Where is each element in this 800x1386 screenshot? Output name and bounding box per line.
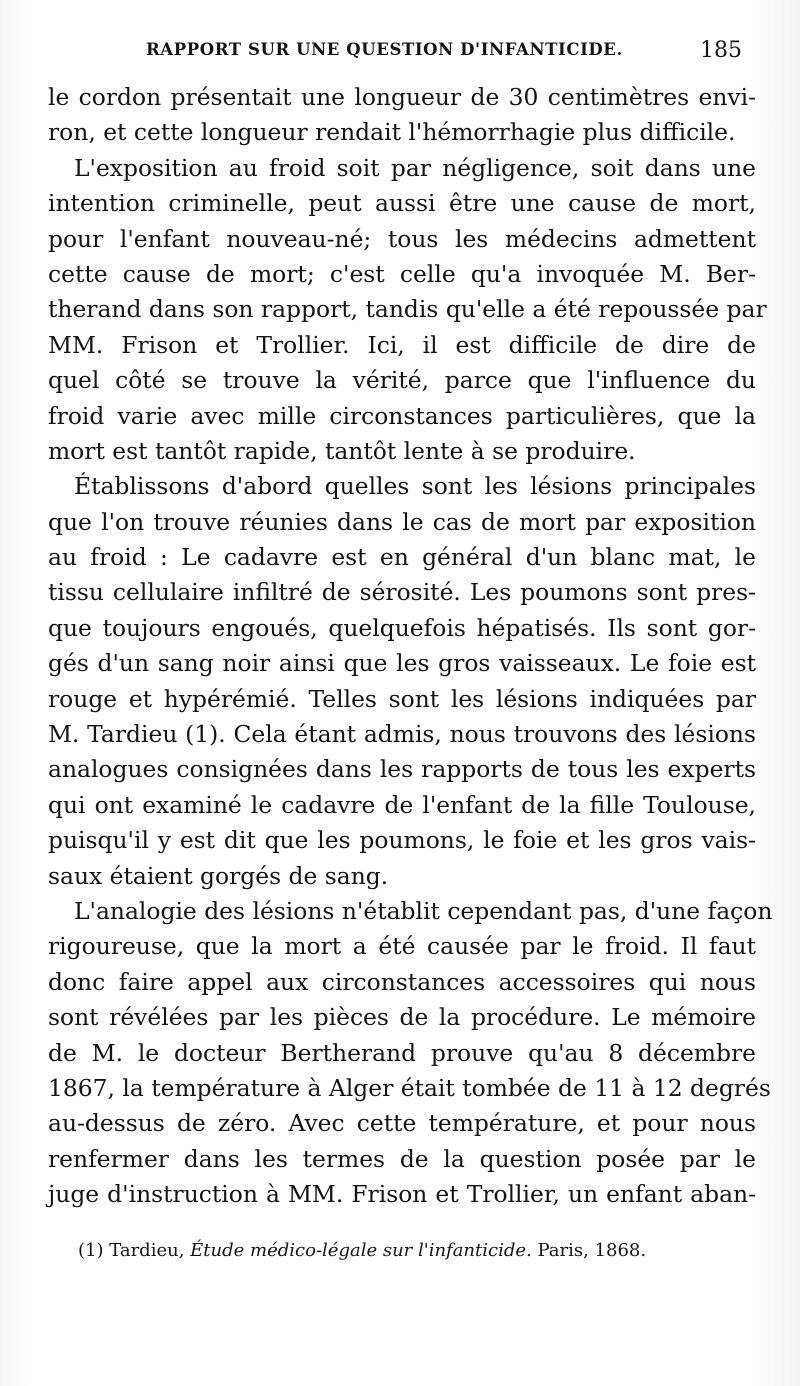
text-line: rouge et hypérémié. Telles sont les lésions indiquées par — [48, 684, 756, 713]
footnote — [78, 1240, 646, 1261]
footnote-place-date: Paris, 1868. — [537, 1240, 647, 1261]
text-line: tissu cellulaire infiltré de sérosité. Les poumons sont pres- — [48, 578, 756, 607]
text-line: 1867, la température à Alger était tombée de 11 à 12 degrés — [48, 1073, 771, 1102]
text-line: MM. Frison et Trollier. Ici, il est difficile de dire de — [48, 330, 756, 359]
body-text — [48, 80, 773, 1213]
page-number: 185 — [700, 38, 742, 63]
text-line: therand dans son rapport, tandis qu'elle a été repoussée par — [48, 295, 767, 324]
text-line: renfermer dans les termes de la question posée par le — [48, 1144, 756, 1173]
footnote-marker: (1) — [78, 1240, 104, 1261]
footnote-author: Tardieu, — [109, 1240, 185, 1261]
text-line: quel côté se trouve la vérité, parce que l'influence du — [48, 366, 756, 395]
text-line: Établissons d'abord quelles sont les lésions principales — [74, 472, 756, 501]
page-header — [146, 38, 742, 68]
text-line: que toujours engoués, quelquefois hépatisés. Ils sont gor- — [48, 613, 756, 642]
text-line: pour l'enfant nouveau-né; tous les médecins admettent — [48, 224, 756, 253]
text-line: au-dessus de zéro. Avec cette température, et pour nous — [48, 1109, 756, 1138]
footnote-title: Étude médico-légale sur l'infanticide. — [190, 1240, 532, 1261]
text-line: qui ont examiné le cadavre de l'enfant de la fille Toulouse, — [48, 790, 756, 819]
text-line: au froid : Le cadavre est en général d'un blanc mat, le — [48, 543, 756, 572]
text-line: que l'on trouve réunies dans le cas de mort par exposition — [48, 507, 756, 536]
text-line: donc faire appel aux circonstances accessoires qui nous — [48, 967, 756, 996]
text-line: ron, et cette longueur rendait l'hémorrhagie plus difficile. — [48, 118, 736, 147]
text-line: mort est tantôt rapide, tantôt lente à se produire. — [48, 436, 636, 465]
text-line: froid varie avec mille circonstances particulières, que la — [48, 401, 756, 430]
text-line: L'analogie des lésions n'établit cependant pas, d'une façon — [74, 896, 773, 925]
text-line: gés d'un sang noir ainsi que les gros vaisseaux. Le foie est — [48, 649, 756, 678]
text-line: rigoureuse, que la mort a été causée par le froid. Il faut — [48, 932, 756, 961]
text-line: de M. le docteur Bertherand prouve qu'au 8 décembre — [48, 1038, 756, 1067]
text-line: juge d'instruction à MM. Frison et Trollier, un enfant aban- — [48, 1180, 756, 1209]
text-line: cette cause de mort; c'est celle qu'a invoquée M. Ber- — [48, 259, 756, 288]
text-line: puisqu'il y est dit que les poumons, le foie et les gros vais- — [48, 826, 756, 855]
text-line: analogues consignées dans les rapports de tous les experts — [48, 755, 756, 784]
running-title: RAPPORT SUR UNE QUESTION D'INFANTICIDE. — [146, 40, 623, 59]
text-line: intention criminelle, peut aussi être une cause de mort, — [48, 189, 756, 218]
text-line: saux étaient gorgés de sang. — [48, 861, 389, 890]
text-line: sont révélées par les pièces de la procédure. Le mémoire — [48, 1003, 756, 1032]
text-line: M. Tardieu (1). Cela étant admis, nous trouvons des lésions — [48, 720, 756, 749]
text-line: le cordon présentait une longueur de 30 centimètres envi- — [48, 83, 756, 111]
text-line: L'exposition au froid soit par négligence, soit dans une — [74, 153, 756, 182]
